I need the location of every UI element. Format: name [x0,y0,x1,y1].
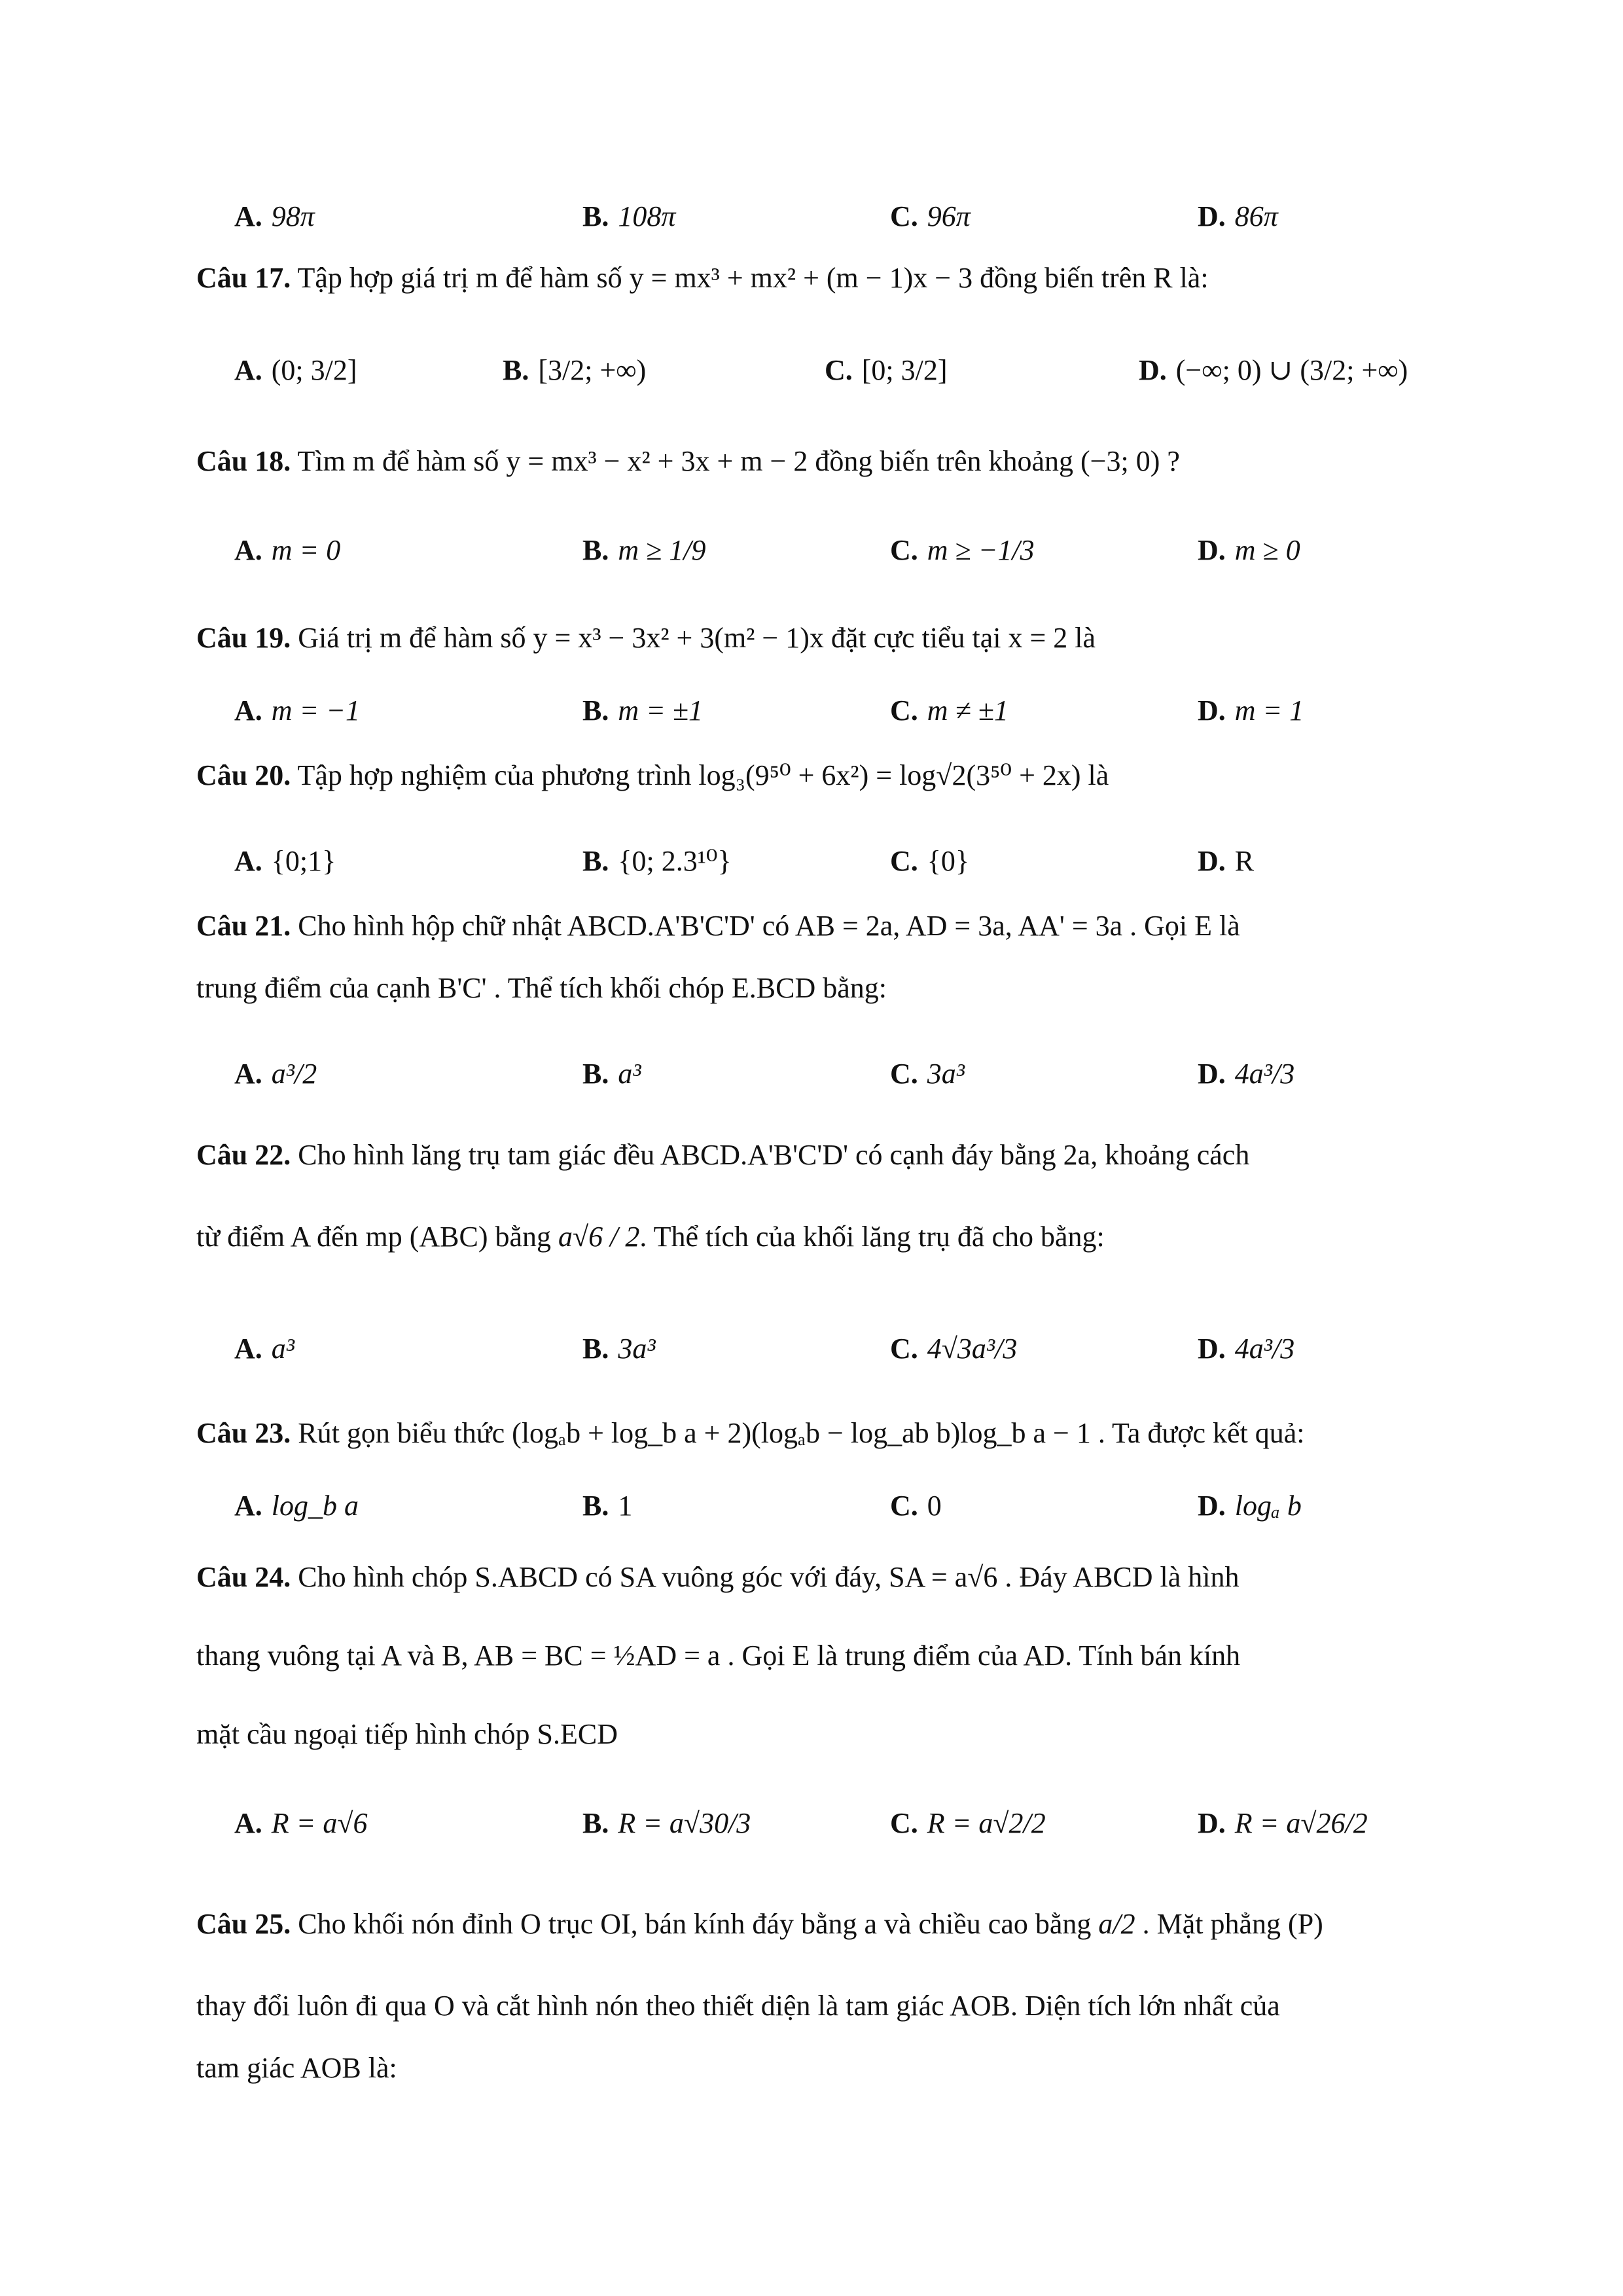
question-25-line-2: thay đổi luôn đi qua O và cắt hình nón theo thiết diện là tam giác AOB. Diện tích lớn nhất của [196,1990,1280,2022]
q24-option-a: A. R = a√6 [234,1806,368,1839]
q24-options [196,1784,1440,1862]
q21-option-b: B. a³ [582,1057,641,1090]
q17-option-c: C. [0; 3/2] [825,353,948,386]
q25-fraction: a/2 [1098,1908,1135,1940]
q23-option-b: B. 1 [582,1489,633,1522]
q23-options [196,1466,1440,1545]
q18-option-c: C. m ≥ −1/3 [890,533,1035,566]
q16-option-c: C. 96π [890,200,971,232]
question-22-line-2: từ điểm A đến mp (ABC) bằng a√6 / 2. Thể tích của khối lăng trụ đã cho bằng: [196,1221,1105,1253]
q17-options [196,331,1440,409]
question-24-line-2: thang vuông tại A và B, AB = BC = ½AD = a . Gọi E là trung điểm của AD. Tính bán kính [196,1640,1241,1672]
question-23: Câu 23. Rút gọn biểu thức (logₐb + log_b a + 2)(logₐb − log_ab b)log_b a − 1 . Ta được kết quả: [196,1417,1305,1449]
q17-option-b: B. [3/2; +∞) [503,353,647,386]
q19-option-c: C. m ≠ ±1 [890,694,1008,726]
question-25-line-3: tam giác AOB là: [196,2052,397,2084]
q18-option-a: A. m = 0 [234,533,341,566]
q22-option-a: A. a³ [234,1332,294,1365]
q16-option-a: A. 98π [234,200,315,232]
q22-option-d: D. 4a³/3 [1198,1332,1295,1365]
q17-option-d: D. (−∞; 0) ∪ (3/2; +∞) [1139,353,1408,386]
q16-option-d: D. 86π [1198,200,1278,232]
q22-options [196,1309,1440,1388]
question-24-line-1: Câu 24. Cho hình chóp S.ABCD có SA vuông góc với đáy, SA = a√6 . Đáy ABCD là hình [196,1561,1240,1593]
q21-option-a: A. a³/2 [234,1057,317,1090]
question-19: Câu 19. Giá trị m để hàm số y = x³ − 3x² + 3(m² − 1)x đặt cực tiểu tại x = 2 là [196,622,1096,654]
question-20: Câu 20. Tập hợp nghiệm của phương trình log₃(9⁵⁰ + 6x²) = log√2(3⁵⁰ + 2x) là [196,759,1109,791]
q22-option-c: C. 4√3a³/3 [890,1332,1018,1365]
q20-option-a: A. {0;1} [234,844,336,877]
q21-option-d: D. 4a³/3 [1198,1057,1295,1090]
q18-option-b: B. m ≥ 1/9 [582,533,706,566]
q19-option-b: B. m = ±1 [582,694,703,726]
q21-option-c: C. 3a³ [890,1057,965,1090]
q20-options [196,821,1440,900]
q20-option-c: C. {0} [890,844,970,877]
q16-option-b: B. 108π [582,200,676,232]
q24-option-b: B. R = a√30/3 [582,1806,751,1839]
q20-option-d: D. R [1198,844,1255,877]
question-17: Câu 17. Tập hợp giá trị m để hàm số y = mx³ + mx² + (m − 1)x − 3 đồng biến trên R là: [196,262,1209,294]
q22-option-b: B. 3a³ [582,1332,656,1365]
q23-option-c: C. 0 [890,1489,942,1522]
q22-fraction: a√6 / 2 [558,1221,640,1253]
q19-option-a: A. m = −1 [234,694,360,726]
question-21-line-2: trung điểm của cạnh B'C' . Thể tích khối chóp E.BCD bằng: [196,972,887,1004]
q16-options [196,177,1440,255]
q21-options [196,1034,1440,1113]
q19-options [196,671,1440,749]
question-18: Câu 18. Tìm m để hàm số y = mx³ − x² + 3x + m − 2 đồng biến trên khoảng (−3; 0) ? [196,445,1180,477]
question-21-line-1: Câu 21. Cho hình hộp chữ nhật ABCD.A'B'C'D' có AB = 2a, AD = 3a, AA' = 3a . Gọi E là [196,910,1240,942]
q18-option-d: D. m ≥ 0 [1198,533,1300,566]
q24-option-c: C. R = a√2/2 [890,1806,1046,1839]
q19-option-d: D. m = 1 [1198,694,1304,726]
q23-option-a: A. log_b a [234,1489,359,1522]
question-22-line-1: Câu 22. Cho hình lăng trụ tam giác đều ABCD.A'B'C'D' có cạnh đáy bằng 2a, khoảng cách [196,1139,1250,1171]
q23-option-d: D. logₐ b [1198,1489,1302,1522]
q18-options [196,511,1440,589]
q17-option-a: A. (0; 3/2] [234,353,357,386]
q20-option-b: B. {0; 2.3¹⁰} [582,844,732,877]
question-24-line-3: mặt cầu ngoại tiếp hình chóp S.ECD [196,1718,618,1750]
q24-option-d: D. R = a√26/2 [1198,1806,1368,1839]
question-25-line-1: Câu 25. Cho khối nón đỉnh O trục OI, bán kính đáy bằng a và chiều cao bằng a/2 . Mặt phẳng (P) [196,1908,1323,1940]
